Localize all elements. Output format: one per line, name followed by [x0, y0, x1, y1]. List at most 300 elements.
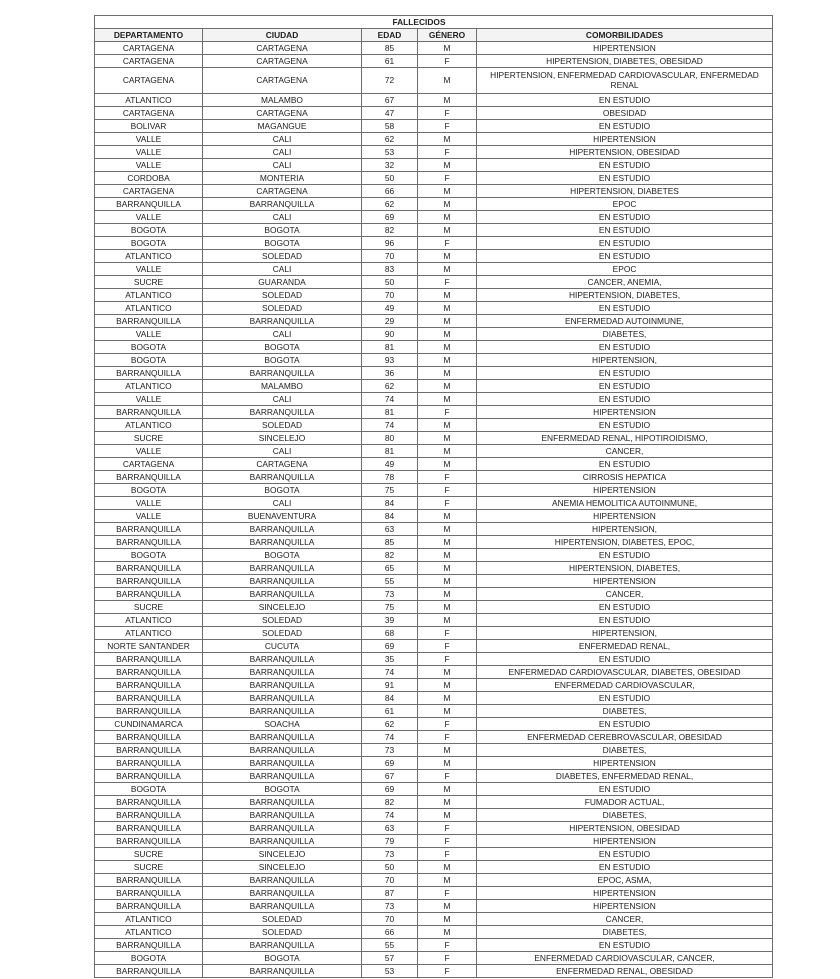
ciudad-cell: BARRANQUILLA	[203, 692, 362, 705]
edad-cell: 67	[362, 770, 418, 783]
edad-cell: 69	[362, 783, 418, 796]
edad-cell: 93	[362, 354, 418, 367]
comorbilidades-cell: ENFERMEDAD CARDIOVASCULAR, DIABETES, OBESIDAD	[477, 666, 773, 679]
comorbilidades-cell: EN ESTUDIO	[477, 848, 773, 861]
comorbilidades-cell: EN ESTUDIO	[477, 341, 773, 354]
comorbilidades-cell: EPOC	[477, 198, 773, 211]
table-row	[95, 627, 773, 640]
departamento-cell: CARTAGENA	[95, 55, 203, 68]
ciudad-cell: SOLEDAD	[203, 627, 362, 640]
ciudad-cell: BARRANQUILLA	[203, 471, 362, 484]
genero-cell: M	[418, 796, 477, 809]
table-row	[95, 94, 773, 107]
comorbilidades-cell: ENFERMEDAD AUTOINMUNE,	[477, 315, 773, 328]
departamento-cell: BARRANQUILLA	[95, 757, 203, 770]
table-row	[95, 705, 773, 718]
edad-cell: 73	[362, 848, 418, 861]
comorbilidades-cell: EN ESTUDIO	[477, 224, 773, 237]
departamento-cell: BOGOTA	[95, 341, 203, 354]
genero-cell: F	[418, 107, 477, 120]
table-row	[95, 55, 773, 68]
edad-cell: 29	[362, 315, 418, 328]
genero-cell: F	[418, 172, 477, 185]
ciudad-cell: CALI	[203, 159, 362, 172]
ciudad-cell: BARRANQUILLA	[203, 575, 362, 588]
genero-cell: M	[418, 913, 477, 926]
header-genero: GÉNERO	[418, 29, 477, 42]
edad-cell: 87	[362, 887, 418, 900]
edad-cell: 69	[362, 640, 418, 653]
genero-cell: M	[418, 315, 477, 328]
ciudad-cell: SOLEDAD	[203, 250, 362, 263]
edad-cell: 66	[362, 926, 418, 939]
comorbilidades-cell: HIPERTENSION, DIABETES,	[477, 289, 773, 302]
genero-cell: F	[418, 939, 477, 952]
table-row	[95, 146, 773, 159]
departamento-cell: CARTAGENA	[95, 458, 203, 471]
table-row	[95, 783, 773, 796]
genero-cell: M	[418, 900, 477, 913]
comorbilidades-cell: HIPERTENSION, ENFERMEDAD CARDIOVASCULAR, ENFERMEDAD RENAL	[477, 68, 773, 94]
genero-cell: M	[418, 393, 477, 406]
genero-cell: M	[418, 211, 477, 224]
comorbilidades-cell: ENFERMEDAD RENAL, OBESIDAD	[477, 965, 773, 978]
ciudad-cell: BARRANQUILLA	[203, 653, 362, 666]
edad-cell: 74	[362, 419, 418, 432]
edad-cell: 81	[362, 341, 418, 354]
table-title: FALLECIDOS	[362, 16, 477, 29]
genero-cell: F	[418, 406, 477, 419]
ciudad-cell: MONTERIA	[203, 172, 362, 185]
edad-cell: 49	[362, 302, 418, 315]
comorbilidades-cell: HIPERTENSION	[477, 406, 773, 419]
comorbilidades-cell: CIRROSIS HEPATICA	[477, 471, 773, 484]
ciudad-cell: MALAMBO	[203, 94, 362, 107]
ciudad-cell: BARRANQUILLA	[203, 315, 362, 328]
genero-cell: M	[418, 445, 477, 458]
genero-cell: M	[418, 679, 477, 692]
ciudad-cell: CUCUTA	[203, 640, 362, 653]
genero-cell: F	[418, 627, 477, 640]
ciudad-cell: BOGOTA	[203, 549, 362, 562]
genero-cell: M	[418, 666, 477, 679]
departamento-cell: ATLANTICO	[95, 289, 203, 302]
ciudad-cell: BOGOTA	[203, 783, 362, 796]
edad-cell: 57	[362, 952, 418, 965]
departamento-cell: VALLE	[95, 133, 203, 146]
genero-cell: F	[418, 237, 477, 250]
edad-cell: 74	[362, 731, 418, 744]
genero-cell: M	[418, 224, 477, 237]
ciudad-cell: SOLEDAD	[203, 913, 362, 926]
ciudad-cell: BARRANQUILLA	[203, 198, 362, 211]
genero-cell: M	[418, 874, 477, 887]
departamento-cell: CORDOBA	[95, 172, 203, 185]
ciudad-cell: BARRANQUILLA	[203, 770, 362, 783]
edad-cell: 81	[362, 406, 418, 419]
departamento-cell: BOGOTA	[95, 783, 203, 796]
fallecidos-table	[94, 15, 773, 978]
edad-cell: 70	[362, 913, 418, 926]
genero-cell: M	[418, 250, 477, 263]
comorbilidades-cell: ENFERMEDAD RENAL,	[477, 640, 773, 653]
table-row	[95, 237, 773, 250]
ciudad-cell: BARRANQUILLA	[203, 731, 362, 744]
table-row	[95, 900, 773, 913]
departamento-cell: BARRANQUILLA	[95, 653, 203, 666]
departamento-cell: BARRANQUILLA	[95, 471, 203, 484]
departamento-cell: BARRANQUILLA	[95, 367, 203, 380]
table-row	[95, 848, 773, 861]
table-row	[95, 445, 773, 458]
comorbilidades-cell: DIABETES,	[477, 328, 773, 341]
genero-cell: M	[418, 198, 477, 211]
ciudad-cell: BARRANQUILLA	[203, 523, 362, 536]
departamento-cell: BARRANQUILLA	[95, 575, 203, 588]
genero-cell: M	[418, 562, 477, 575]
edad-cell: 70	[362, 289, 418, 302]
genero-cell: F	[418, 952, 477, 965]
ciudad-cell: SOLEDAD	[203, 419, 362, 432]
genero-cell: M	[418, 588, 477, 601]
ciudad-cell: BARRANQUILLA	[203, 874, 362, 887]
ciudad-cell: BARRANQUILLA	[203, 588, 362, 601]
edad-cell: 63	[362, 822, 418, 835]
genero-cell: M	[418, 328, 477, 341]
comorbilidades-cell: EN ESTUDIO	[477, 549, 773, 562]
genero-cell: M	[418, 94, 477, 107]
departamento-cell: CARTAGENA	[95, 68, 203, 94]
comorbilidades-cell: HIPERTENSION	[477, 900, 773, 913]
comorbilidades-cell: EN ESTUDIO	[477, 380, 773, 393]
edad-cell: 75	[362, 484, 418, 497]
table-row	[95, 107, 773, 120]
edad-cell: 74	[362, 393, 418, 406]
edad-cell: 61	[362, 55, 418, 68]
genero-cell: M	[418, 757, 477, 770]
table-row	[95, 588, 773, 601]
table-row	[95, 406, 773, 419]
table-row	[95, 809, 773, 822]
edad-cell: 84	[362, 510, 418, 523]
departamento-cell: NORTE SANTANDER	[95, 640, 203, 653]
genero-cell: F	[418, 653, 477, 666]
comorbilidades-cell: EN ESTUDIO	[477, 692, 773, 705]
genero-cell: M	[418, 575, 477, 588]
table-row	[95, 666, 773, 679]
departamento-cell: BARRANQUILLA	[95, 835, 203, 848]
genero-cell: F	[418, 965, 477, 978]
ciudad-cell: SOLEDAD	[203, 289, 362, 302]
comorbilidades-cell: EN ESTUDIO	[477, 120, 773, 133]
ciudad-cell: CALI	[203, 328, 362, 341]
table-row	[95, 536, 773, 549]
departamento-cell: VALLE	[95, 445, 203, 458]
edad-cell: 62	[362, 380, 418, 393]
departamento-cell: BARRANQUILLA	[95, 796, 203, 809]
table-row	[95, 510, 773, 523]
ciudad-cell: CARTAGENA	[203, 107, 362, 120]
departamento-cell: BARRANQUILLA	[95, 744, 203, 757]
edad-cell: 69	[362, 211, 418, 224]
genero-cell: M	[418, 185, 477, 198]
table-row	[95, 198, 773, 211]
edad-cell: 75	[362, 601, 418, 614]
ciudad-cell: SINCELEJO	[203, 861, 362, 874]
ciudad-cell: BARRANQUILLA	[203, 744, 362, 757]
comorbilidades-cell: CANCER,	[477, 913, 773, 926]
comorbilidades-cell: EN ESTUDIO	[477, 172, 773, 185]
edad-cell: 35	[362, 653, 418, 666]
comorbilidades-cell: ANEMIA HEMOLITICA AUTOINMUNE,	[477, 497, 773, 510]
departamento-cell: ATLANTICO	[95, 250, 203, 263]
ciudad-cell: CARTAGENA	[203, 458, 362, 471]
table-row	[95, 861, 773, 874]
edad-cell: 91	[362, 679, 418, 692]
ciudad-cell: BARRANQUILLA	[203, 900, 362, 913]
genero-cell: F	[418, 471, 477, 484]
edad-cell: 79	[362, 835, 418, 848]
table-row	[95, 302, 773, 315]
edad-cell: 62	[362, 133, 418, 146]
edad-cell: 85	[362, 536, 418, 549]
genero-cell: F	[418, 120, 477, 133]
edad-cell: 61	[362, 705, 418, 718]
table-row	[95, 120, 773, 133]
edad-cell: 62	[362, 198, 418, 211]
comorbilidades-cell: CANCER,	[477, 445, 773, 458]
table-row	[95, 484, 773, 497]
table-row	[95, 328, 773, 341]
table-row	[95, 497, 773, 510]
table-row	[95, 380, 773, 393]
table-row	[95, 549, 773, 562]
departamento-cell: VALLE	[95, 510, 203, 523]
departamento-cell: BARRANQUILLA	[95, 965, 203, 978]
table-row	[95, 770, 773, 783]
genero-cell: M	[418, 458, 477, 471]
edad-cell: 55	[362, 575, 418, 588]
genero-cell: M	[418, 432, 477, 445]
departamento-cell: SUCRE	[95, 601, 203, 614]
ciudad-cell: CALI	[203, 497, 362, 510]
ciudad-cell: BARRANQUILLA	[203, 965, 362, 978]
edad-cell: 84	[362, 497, 418, 510]
comorbilidades-cell: EN ESTUDIO	[477, 211, 773, 224]
ciudad-cell: BOGOTA	[203, 354, 362, 367]
table-row	[95, 68, 773, 94]
departamento-cell: BARRANQUILLA	[95, 562, 203, 575]
table-row	[95, 263, 773, 276]
genero-cell: F	[418, 770, 477, 783]
comorbilidades-cell: DIABETES,	[477, 809, 773, 822]
ciudad-cell: BOGOTA	[203, 237, 362, 250]
edad-cell: 78	[362, 471, 418, 484]
table-row	[95, 172, 773, 185]
comorbilidades-cell: EPOC, ASMA,	[477, 874, 773, 887]
ciudad-cell: SOACHA	[203, 718, 362, 731]
genero-cell: F	[418, 822, 477, 835]
departamento-cell: BARRANQUILLA	[95, 770, 203, 783]
departamento-cell: VALLE	[95, 393, 203, 406]
edad-cell: 82	[362, 549, 418, 562]
table-row	[95, 354, 773, 367]
departamento-cell: BARRANQUILLA	[95, 406, 203, 419]
comorbilidades-cell: DIABETES,	[477, 705, 773, 718]
ciudad-cell: BARRANQUILLA	[203, 679, 362, 692]
departamento-cell: BARRANQUILLA	[95, 588, 203, 601]
ciudad-cell: BARRANQUILLA	[203, 796, 362, 809]
departamento-cell: ATLANTICO	[95, 419, 203, 432]
genero-cell: M	[418, 510, 477, 523]
comorbilidades-cell: FUMADOR ACTUAL,	[477, 796, 773, 809]
departamento-cell: SUCRE	[95, 276, 203, 289]
ciudad-cell: BARRANQUILLA	[203, 666, 362, 679]
table-row	[95, 757, 773, 770]
departamento-cell: BARRANQUILLA	[95, 900, 203, 913]
genero-cell: F	[418, 848, 477, 861]
comorbilidades-cell: HIPERTENSION,	[477, 354, 773, 367]
comorbilidades-cell: HIPERTENSION, DIABETES	[477, 185, 773, 198]
genero-cell: M	[418, 536, 477, 549]
table-row	[95, 913, 773, 926]
genero-cell: M	[418, 367, 477, 380]
ciudad-cell: BARRANQUILLA	[203, 809, 362, 822]
table-row	[95, 471, 773, 484]
genero-cell: M	[418, 380, 477, 393]
comorbilidades-cell: HIPERTENSION	[477, 484, 773, 497]
departamento-cell: CARTAGENA	[95, 107, 203, 120]
edad-cell: 72	[362, 68, 418, 94]
comorbilidades-cell: EN ESTUDIO	[477, 614, 773, 627]
departamento-cell: BARRANQUILLA	[95, 809, 203, 822]
ciudad-cell: BARRANQUILLA	[203, 367, 362, 380]
table-title-spacer-left	[95, 16, 362, 29]
table-row	[95, 731, 773, 744]
edad-cell: 68	[362, 627, 418, 640]
ciudad-cell: SOLEDAD	[203, 614, 362, 627]
comorbilidades-cell: HIPERTENSION, OBESIDAD	[477, 146, 773, 159]
edad-cell: 50	[362, 861, 418, 874]
comorbilidades-cell: HIPERTENSION, DIABETES,	[477, 562, 773, 575]
comorbilidades-cell: HIPERTENSION, OBESIDAD	[477, 822, 773, 835]
departamento-cell: CARTAGENA	[95, 42, 203, 55]
ciudad-cell: SOLEDAD	[203, 926, 362, 939]
genero-cell: F	[418, 718, 477, 731]
edad-cell: 47	[362, 107, 418, 120]
genero-cell: M	[418, 159, 477, 172]
comorbilidades-cell: ENFERMEDAD RENAL, HIPOTIROIDISMO,	[477, 432, 773, 445]
genero-cell: M	[418, 614, 477, 627]
table-row	[95, 796, 773, 809]
comorbilidades-cell: EN ESTUDIO	[477, 601, 773, 614]
ciudad-cell: GUARANDA	[203, 276, 362, 289]
edad-cell: 62	[362, 718, 418, 731]
departamento-cell: ATLANTICO	[95, 614, 203, 627]
genero-cell: F	[418, 640, 477, 653]
comorbilidades-cell: HIPERTENSION, DIABETES, EPOC,	[477, 536, 773, 549]
edad-cell: 36	[362, 367, 418, 380]
departamento-cell: BARRANQUILLA	[95, 536, 203, 549]
ciudad-cell: CALI	[203, 133, 362, 146]
edad-cell: 39	[362, 614, 418, 627]
genero-cell: F	[418, 887, 477, 900]
table-row	[95, 250, 773, 263]
ciudad-cell: BARRANQUILLA	[203, 562, 362, 575]
comorbilidades-cell: EN ESTUDIO	[477, 237, 773, 250]
comorbilidades-cell: HIPERTENSION	[477, 835, 773, 848]
table-row	[95, 562, 773, 575]
genero-cell: F	[418, 497, 477, 510]
departamento-cell: BARRANQUILLA	[95, 692, 203, 705]
departamento-cell: VALLE	[95, 497, 203, 510]
edad-cell: 80	[362, 432, 418, 445]
table-row	[95, 211, 773, 224]
comorbilidades-cell: DIABETES, ENFERMEDAD RENAL,	[477, 770, 773, 783]
edad-cell: 32	[362, 159, 418, 172]
edad-cell: 63	[362, 523, 418, 536]
table-row	[95, 315, 773, 328]
table-row	[95, 822, 773, 835]
departamento-cell: SUCRE	[95, 848, 203, 861]
comorbilidades-cell: EN ESTUDIO	[477, 939, 773, 952]
table-row	[95, 601, 773, 614]
table-row	[95, 614, 773, 627]
comorbilidades-cell: EN ESTUDIO	[477, 783, 773, 796]
ciudad-cell: CALI	[203, 211, 362, 224]
departamento-cell: BARRANQUILLA	[95, 666, 203, 679]
genero-cell: M	[418, 783, 477, 796]
ciudad-cell: BARRANQUILLA	[203, 822, 362, 835]
genero-cell: M	[418, 861, 477, 874]
departamento-cell: BOGOTA	[95, 549, 203, 562]
ciudad-cell: CARTAGENA	[203, 42, 362, 55]
table-row	[95, 367, 773, 380]
table-row	[95, 965, 773, 978]
ciudad-cell: SINCELEJO	[203, 432, 362, 445]
table-row	[95, 939, 773, 952]
ciudad-cell: BARRANQUILLA	[203, 887, 362, 900]
ciudad-cell: BOGOTA	[203, 484, 362, 497]
ciudad-cell: MAGANGUE	[203, 120, 362, 133]
comorbilidades-cell: CANCER, ANEMIA,	[477, 276, 773, 289]
departamento-cell: BOLIVAR	[95, 120, 203, 133]
edad-cell: 85	[362, 42, 418, 55]
table-row	[95, 224, 773, 237]
genero-cell: M	[418, 133, 477, 146]
comorbilidades-cell: EN ESTUDIO	[477, 653, 773, 666]
departamento-cell: VALLE	[95, 146, 203, 159]
genero-cell: M	[418, 341, 477, 354]
ciudad-cell: BOGOTA	[203, 341, 362, 354]
edad-cell: 82	[362, 796, 418, 809]
edad-cell: 55	[362, 939, 418, 952]
table-row	[95, 887, 773, 900]
departamento-cell: BARRANQUILLA	[95, 874, 203, 887]
table-row	[95, 926, 773, 939]
comorbilidades-cell: HIPERTENSION	[477, 887, 773, 900]
comorbilidades-cell: HIPERTENSION	[477, 42, 773, 55]
ciudad-cell: BARRANQUILLA	[203, 835, 362, 848]
genero-cell: M	[418, 744, 477, 757]
edad-cell: 73	[362, 744, 418, 757]
table-row	[95, 523, 773, 536]
edad-cell: 53	[362, 965, 418, 978]
table-row	[95, 458, 773, 471]
header-edad: EDAD	[362, 29, 418, 42]
genero-cell: M	[418, 263, 477, 276]
ciudad-cell: CALI	[203, 263, 362, 276]
